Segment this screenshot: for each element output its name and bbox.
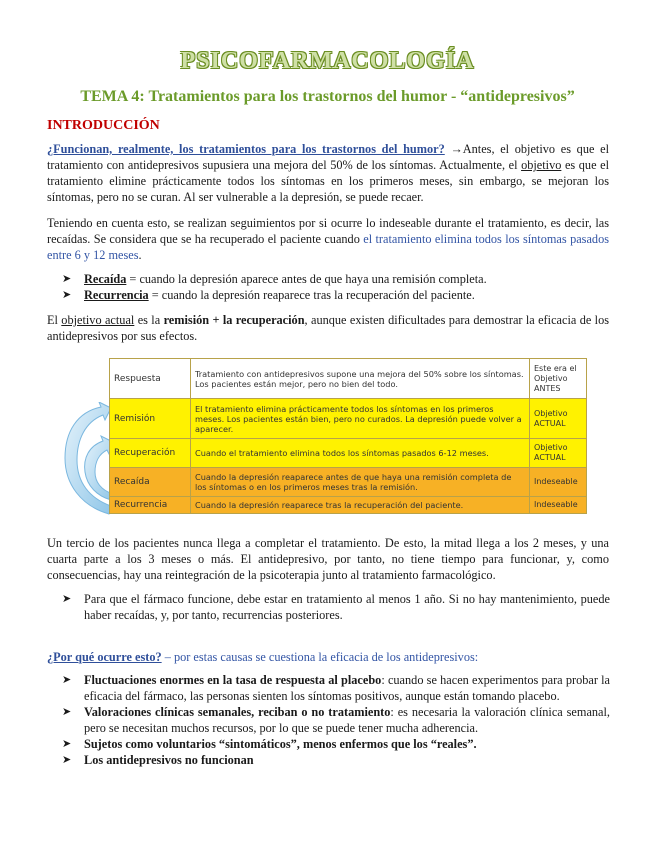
row-description: El tratamiento elimina prácticamente todos los síntomas en los primeros meses. Los pacientes están bien, pero no curados. La depresión puede volver a aparecer.	[191, 399, 530, 439]
row-description: Cuando el tratamiento elimina todos los síntomas pasados 6-12 meses.	[191, 439, 530, 468]
list-item	[62, 704, 610, 736]
recovery-criterion: el tratamiento elimina todos los síntomas pasados entre 6 y 12 meses	[47, 232, 609, 262]
objetivo-underlined: objetivo	[521, 158, 562, 172]
cause-title: Sujetos como voluntarios “sintomáticos”, menos enfermos que los “reales”.	[84, 737, 477, 751]
row-status: Objetivo ACTUAL	[530, 439, 587, 468]
section-heading-introduccion: INTRODUCCIÓN	[47, 118, 160, 133]
row-status: Objetivo ACTUAL	[530, 399, 587, 439]
list-item	[62, 672, 610, 704]
question-1: ¿Funcionan, realmente, los tratamientos para los trastornos del humor?	[47, 142, 445, 156]
arrow-bullet-icon: ➤	[62, 674, 72, 686]
cause-title: Fluctuaciones enormes en la tasa de respuesta al placebo	[84, 673, 382, 687]
outcomes-table-figure	[59, 358, 587, 518]
row-label: Recurrencia	[110, 496, 191, 513]
row-status: Indeseable	[530, 496, 587, 513]
arrow-bullet-icon: ➤	[62, 754, 72, 766]
remision-recuperacion: remisión + la recuperación	[163, 313, 305, 327]
arrow-bullet-icon: ➤	[62, 289, 72, 301]
term-recaida: Recaída	[84, 272, 127, 286]
definitions-list	[62, 271, 610, 303]
objetivo-actual: objetivo actual	[61, 313, 135, 327]
causes-list	[62, 672, 610, 768]
list-item	[62, 287, 610, 303]
bullet-text: Para que el fármaco funcione, debe estar en tratamiento al menos 1 año. Si no hay mantenimiento, puede haber recaídas, y, por tanto, recurrencias posteriores.	[84, 592, 610, 622]
definition-text: = cuando la depresión aparece antes de que haya una remisión completa.	[126, 272, 487, 286]
paragraph-2	[47, 215, 609, 263]
table-row	[110, 496, 587, 513]
paragraph-3-text-a: El	[47, 313, 62, 327]
paragraph-4: Un tercio de los pacientes nunca llega a completar el tratamiento. De esto, la mitad llega a los 2 meses, y una cuarta parte a los 3 meses o más. El antidepresivo, por tanto, no tiene tiempo para funcionar, y, como consecuencias, hay una reintegración de la psicoterapia junto al tratamiento farmacológico.	[47, 536, 609, 582]
paragraph-3-text-b: es la	[134, 313, 164, 327]
arrow-bullet-icon: ➤	[62, 273, 72, 285]
paragraph-2-text-a: Teniendo en cuenta esto, se realizan seguimientos por si ocurre lo indeseable durante el tratamiento, es decir, las recaídas. Se considera que se ha recuperado el paciente cuando	[47, 216, 609, 246]
table-row	[110, 439, 587, 468]
cause-title: Valoraciones clínicas semanales, reciban o no tratamiento	[84, 705, 391, 719]
table-row	[110, 468, 587, 497]
row-description: Cuando la depresión reaparece tras la recuperación del paciente.	[191, 496, 530, 513]
row-description: Cuando la depresión reaparece antes de que haya una remisión completa de los síntomas o en los primeros meses tras la remisión.	[191, 468, 530, 497]
row-label: Respuesta	[110, 359, 191, 399]
outcomes-table	[109, 358, 587, 514]
paragraph-1	[47, 141, 609, 205]
topic-subtitle: TEMA 4: Tratamientos para los trastornos del humor - “antidepresivos”	[80, 88, 575, 105]
table-row	[110, 399, 587, 439]
paragraph-2-text-b: .	[138, 248, 142, 262]
list-item	[62, 736, 610, 752]
definition-text: = cuando la depresión reaparece tras la recuperación del paciente.	[148, 288, 475, 302]
question-2-rest: – por estas causas se cuestiona la eficacia de los antidepresivos:	[161, 650, 479, 664]
row-label: Remisión	[110, 399, 191, 439]
paragraph-1-text-a: →Antes, el objetivo es que el tratamiento con antidepresivos supusiera una mejora del 50% de los síntomas. Actualmente, el	[47, 142, 609, 172]
cause-text: : cuando se hacen experimentos para probar la eficacia del fármaco, las personas sienten los síntomas positivos, aunque están tomando placebo.	[84, 673, 611, 703]
row-label: Recaída	[110, 468, 191, 497]
treatment-duration-list	[62, 591, 610, 623]
arrow-bullet-icon: ➤	[62, 738, 72, 750]
list-item	[62, 752, 610, 768]
arrow-bullet-icon: ➤	[62, 593, 72, 605]
cause-title: Los antidepresivos no funcionan	[84, 753, 254, 767]
row-status: Este era el Objetivo ANTES	[530, 359, 587, 399]
row-label: Recuperación	[110, 439, 191, 468]
term-recurrencia: Recurrencia	[84, 288, 149, 302]
row-description: Tratamiento con antidepresivos supone una mejora del 50% sobre los síntomas. Los pacientes están mejor, pero no bien del todo.	[191, 359, 530, 399]
paragraph-3-text-c: , aunque existen dificultades para demostrar la eficacia de los antidepresivos por sus efectos.	[47, 313, 610, 343]
list-item	[62, 271, 610, 287]
paragraph-5	[47, 649, 609, 665]
row-status: Indeseable	[530, 468, 587, 497]
list-item	[62, 591, 610, 623]
question-2: ¿Por qué ocurre esto?	[47, 650, 162, 664]
paragraph-1-text-b: es que el tratamiento elimine prácticamente todos los síntomas en los primeros meses, sin embargo, se mejoran los síntomas, pero no se curan. Al ser vulnerable a la depresión, se puede recaer.	[47, 158, 609, 204]
document-title: PSICOFARMACOLOGÍA	[180, 48, 475, 74]
cause-text: : es necesaria la valoración clínica semanal, pero se necesitan muchos recursos, por lo que se puede tener mucha adherencia.	[84, 705, 610, 735]
arrow-bullet-icon: ➤	[62, 706, 72, 718]
paragraph-3	[47, 312, 609, 344]
table-row	[110, 359, 587, 399]
